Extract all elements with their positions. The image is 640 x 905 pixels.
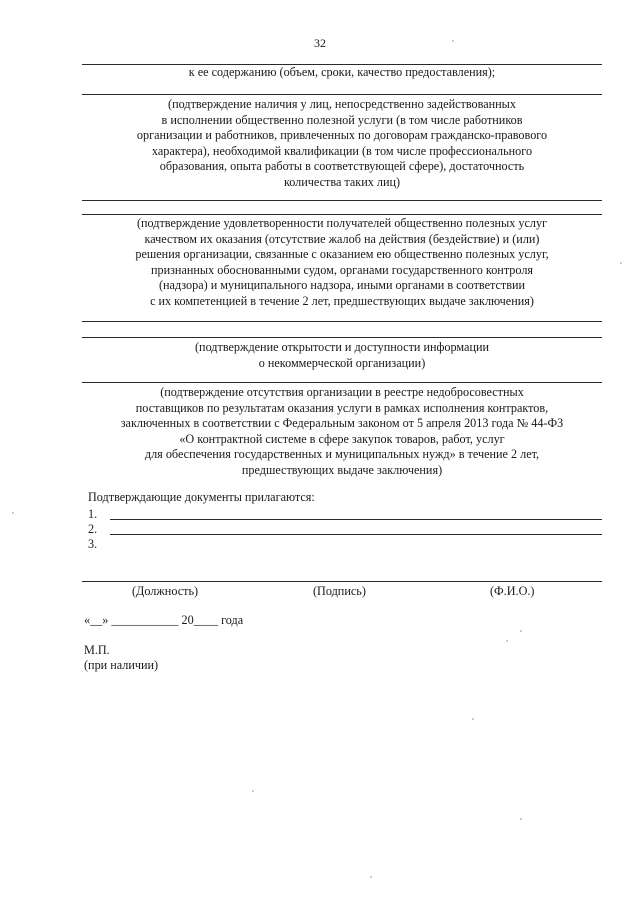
fill-line xyxy=(82,214,602,215)
caption-line: предшествующих выдаче заключения) xyxy=(241,462,443,477)
caption-line: количества таких лиц) xyxy=(283,174,401,189)
caption-line: о некоммерческой организации) xyxy=(258,355,426,370)
position-caption: (Должность) xyxy=(132,584,199,598)
stamp-label: М.П. xyxy=(84,643,110,657)
caption-block xyxy=(82,65,602,81)
caption-block xyxy=(82,340,602,371)
scan-speck xyxy=(620,262,622,264)
scan-speck xyxy=(12,512,14,514)
caption-line: образования, опыта работы в соответствующей сфере), достаточность xyxy=(159,159,525,174)
caption-line: (подтверждение наличия у лиц, непосредственно задействованных xyxy=(168,97,516,111)
caption-line: с их компетенцией в течение 2 лет, предшествующих выдаче заключения) xyxy=(150,293,534,308)
date-line: «__» ___________ 20____ года xyxy=(84,613,244,627)
attachment-fill-line xyxy=(110,534,602,535)
caption-line: в исполнении общественно полезной услуги (в том числе работников xyxy=(161,112,523,127)
scan-speck xyxy=(472,718,474,720)
caption-line: заключенных в соответствии с Федеральным законом от 5 апреля 2013 года № 44-ФЗ xyxy=(120,416,564,431)
caption-line: характера), необходимой квалификации (в том числе профессионального xyxy=(151,143,533,158)
caption-line: (подтверждение открытости и доступности информации xyxy=(194,340,490,354)
caption-line: (подтверждение отсутствия организации в реестре недобросовестных xyxy=(160,385,524,399)
fill-line xyxy=(82,337,602,338)
attachment-item-number: 3. xyxy=(88,537,98,551)
page-number: 32 xyxy=(314,36,326,50)
attachment-fill-line xyxy=(110,519,602,520)
scan-speck xyxy=(252,790,254,792)
signature-line xyxy=(82,581,602,582)
scan-speck xyxy=(370,876,372,878)
scan-speck xyxy=(520,818,522,820)
fill-line xyxy=(82,321,602,322)
attachments-heading: Подтверждающие документы прилагаются: xyxy=(88,490,315,504)
caption-line: поставщиков по результатам оказания услуги в рамках исполнения контрактов, xyxy=(135,400,549,415)
caption-block xyxy=(82,385,602,479)
stamp-note: (при наличии) xyxy=(84,658,159,672)
signature-caption: (Подпись) xyxy=(313,584,366,598)
attachment-item-number: 1. xyxy=(88,507,98,521)
attachment-item-number: 2. xyxy=(88,522,98,536)
caption-line: решения организации, связанные с оказанием ею общественно полезных услуг, xyxy=(135,247,549,262)
caption-block xyxy=(82,216,602,310)
fill-line xyxy=(82,94,602,95)
caption-line: к ее содержанию (объем, сроки, качество предоставления); xyxy=(188,65,496,79)
caption-line: (подтверждение удовлетворенности получателей общественно полезных услуг xyxy=(136,216,548,230)
caption-line: признанных обоснованными судом, органами государственного контроля xyxy=(150,262,534,277)
scan-speck xyxy=(520,630,522,632)
caption-block xyxy=(82,97,602,191)
fill-line xyxy=(82,382,602,383)
scan-speck xyxy=(452,40,454,42)
scan-speck xyxy=(506,640,508,642)
caption-line: для обеспечения государственных и муниципальных нужд» в течение 2 лет, xyxy=(144,447,540,462)
name-caption: (Ф.И.О.) xyxy=(490,584,535,598)
caption-line: «О контрактной системе в сфере закупок товаров, работ, услуг xyxy=(179,431,505,446)
caption-line: качеством их оказания (отсутствие жалоб на действия (бездействие) и (или) xyxy=(144,231,540,246)
caption-line: (надзора) и муниципального надзора, иными органами в соответствии xyxy=(158,278,526,293)
fill-line xyxy=(82,200,602,201)
caption-line: организации и работников, привлеченных по договорам гражданско-правового xyxy=(136,128,548,143)
